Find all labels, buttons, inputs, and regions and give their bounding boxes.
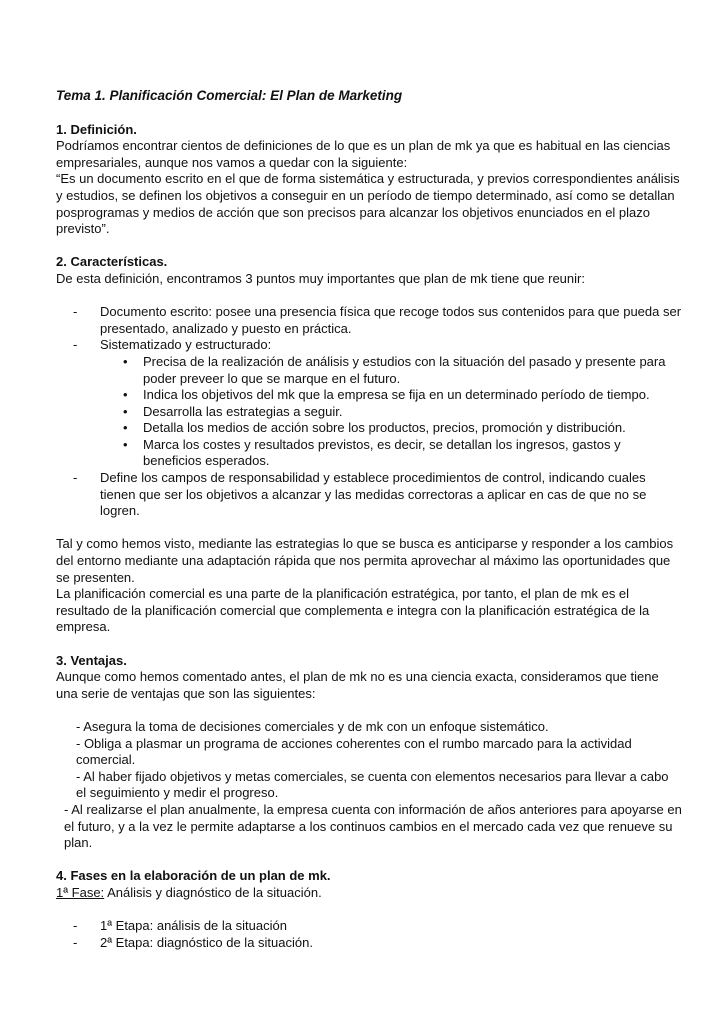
- advantage-item: - Al haber fijado objetivos y metas comerciales, se cuenta con elementos necesarios para llevar a cabo el seguimiento y medir el progreso.: [76, 768, 669, 801]
- section-heading-caracteristicas: 2. Características.: [56, 254, 168, 270]
- phase-line: [56, 885, 682, 902]
- dash-marker: -: [73, 304, 78, 320]
- dash-marker: -: [73, 934, 78, 950]
- strategy-paragraph: Tal y como hemos visto, mediante las estrategias lo que se busca es anticiparse y responder a los cambios del entorno mediante una adaptación rápida que nos permita aprovechar al máximo las oportunidades que se presenten.: [56, 536, 674, 585]
- advantages-intro: Aunque como hemos comentado antes, el plan de mk no es una ciencia exacta, consideramos que tiene una serie de ventajas que son las siguientes:: [56, 669, 659, 701]
- list-item: [56, 337, 682, 354]
- list-item: [56, 420, 682, 437]
- list-item-text: Precisa de la realización de análisis y estudios con la situación del pasado y presente para poder preveer lo que se marque en el futuro.: [143, 353, 666, 386]
- bullet-icon: •: [123, 403, 128, 419]
- bullet-icon: •: [123, 420, 128, 436]
- list-item: [56, 304, 682, 337]
- dash-marker: -: [73, 337, 78, 353]
- list-item: [56, 918, 682, 935]
- bullet-icon: •: [123, 436, 128, 452]
- dash-marker: -: [73, 470, 78, 486]
- list-item-text: Sistematizado y estructurado:: [100, 337, 272, 353]
- list-item: [56, 404, 682, 421]
- characteristics-list-cont: [56, 470, 682, 520]
- advantage-item: - Al realizarse el plan anualmente, la empresa cuenta con información de años anteriores para apoyarse en el futuro, y a la vez le permite adaptarse a los continuos cambios en el mercado cada vez que renueve su plan.: [64, 801, 682, 851]
- characteristics-list: [56, 304, 682, 354]
- list-item: [56, 470, 682, 520]
- phase-text: Análisis y diagnóstico de la situación.: [104, 884, 322, 900]
- list-item-text: Indica los objetivos del mk que la empresa se fija en un determinado período de tiempo.: [143, 387, 650, 403]
- definition-quote: “Es un documento escrito en el que de forma sistemática y estructurada, y previos correspondientes análisis y estudios, se definen los objetivos a conseguir en un período de tiempo determinado, así como se detallan posprogramas y medios de acción que son precisos para alcanzar los objetivos enunciados en el plazo previsto”.: [56, 171, 680, 237]
- definition-intro: Podríamos encontrar cientos de definiciones de lo que es un plan de mk ya que es habitual en las ciencias empresariales, aunque nos vamos a quedar con la siguiente:: [56, 138, 671, 170]
- advantage-item: - Asegura la toma de decisiones comerciales y de mk con un enfoque sistemático.: [76, 718, 549, 734]
- list-item-text: Define los campos de responsabilidad y establece procedimientos de control, indicando cuales tienen que ser los objetivos a alcanzar y las medidas correctoras a aplicar en cas de que no se logren.: [100, 470, 647, 519]
- planning-paragraph: La planificación comercial es una parte de la planificación estratégica, por tanto, el plan de mk es el resultado de la planificación comercial que complementa e integra con la planificación estratégica de la empresa.: [56, 586, 650, 635]
- list-item: [56, 354, 682, 387]
- phase-label: 1ª Fase:: [56, 884, 105, 900]
- list-item-text: Marca los costes y resultados previstos, es decir, se detallan los ingresos, gastos y beneficios esperados.: [143, 436, 621, 469]
- document-title: Tema 1. Planificación Comercial: El Plan de Marketing: [56, 88, 403, 103]
- list-item-text: Detalla los medios de acción sobre los productos, precios, promoción y distribución.: [143, 420, 626, 436]
- section-heading-definicion: 1. Definición.: [56, 121, 137, 137]
- section-heading-ventajas: 3. Ventajas.: [56, 652, 127, 668]
- section-heading-fases: 4. Fases en la elaboración de un plan de mk.: [56, 868, 331, 884]
- dash-marker: -: [73, 918, 78, 934]
- list-item: [56, 437, 682, 470]
- list-item-text: Documento escrito: posee una presencia física que recoge todos sus contenidos para que pueda ser presentado, analizado y puesto en práctica.: [100, 304, 682, 336]
- phase-steps-list: [56, 918, 682, 951]
- advantage-item: - Obliga a plasmar un programa de acciones coherentes con el rumbo marcado para la actividad comercial.: [76, 735, 632, 768]
- characteristics-intro: De esta definición, encontramos 3 puntos muy importantes que plan de mk tiene que reunir:: [56, 270, 585, 286]
- bullet-icon: •: [123, 387, 128, 403]
- document-page: [56, 88, 682, 951]
- bullet-icon: •: [123, 353, 128, 369]
- list-item-text: 2ª Etapa: diagnóstico de la situación.: [100, 934, 313, 950]
- list-item-text: 1ª Etapa: análisis de la situación: [100, 918, 287, 934]
- list-item: [56, 935, 682, 952]
- list-item-text: Desarrolla las estrategias a seguir.: [143, 403, 343, 419]
- sub-bullet-list: [56, 354, 682, 470]
- list-item: [56, 387, 682, 404]
